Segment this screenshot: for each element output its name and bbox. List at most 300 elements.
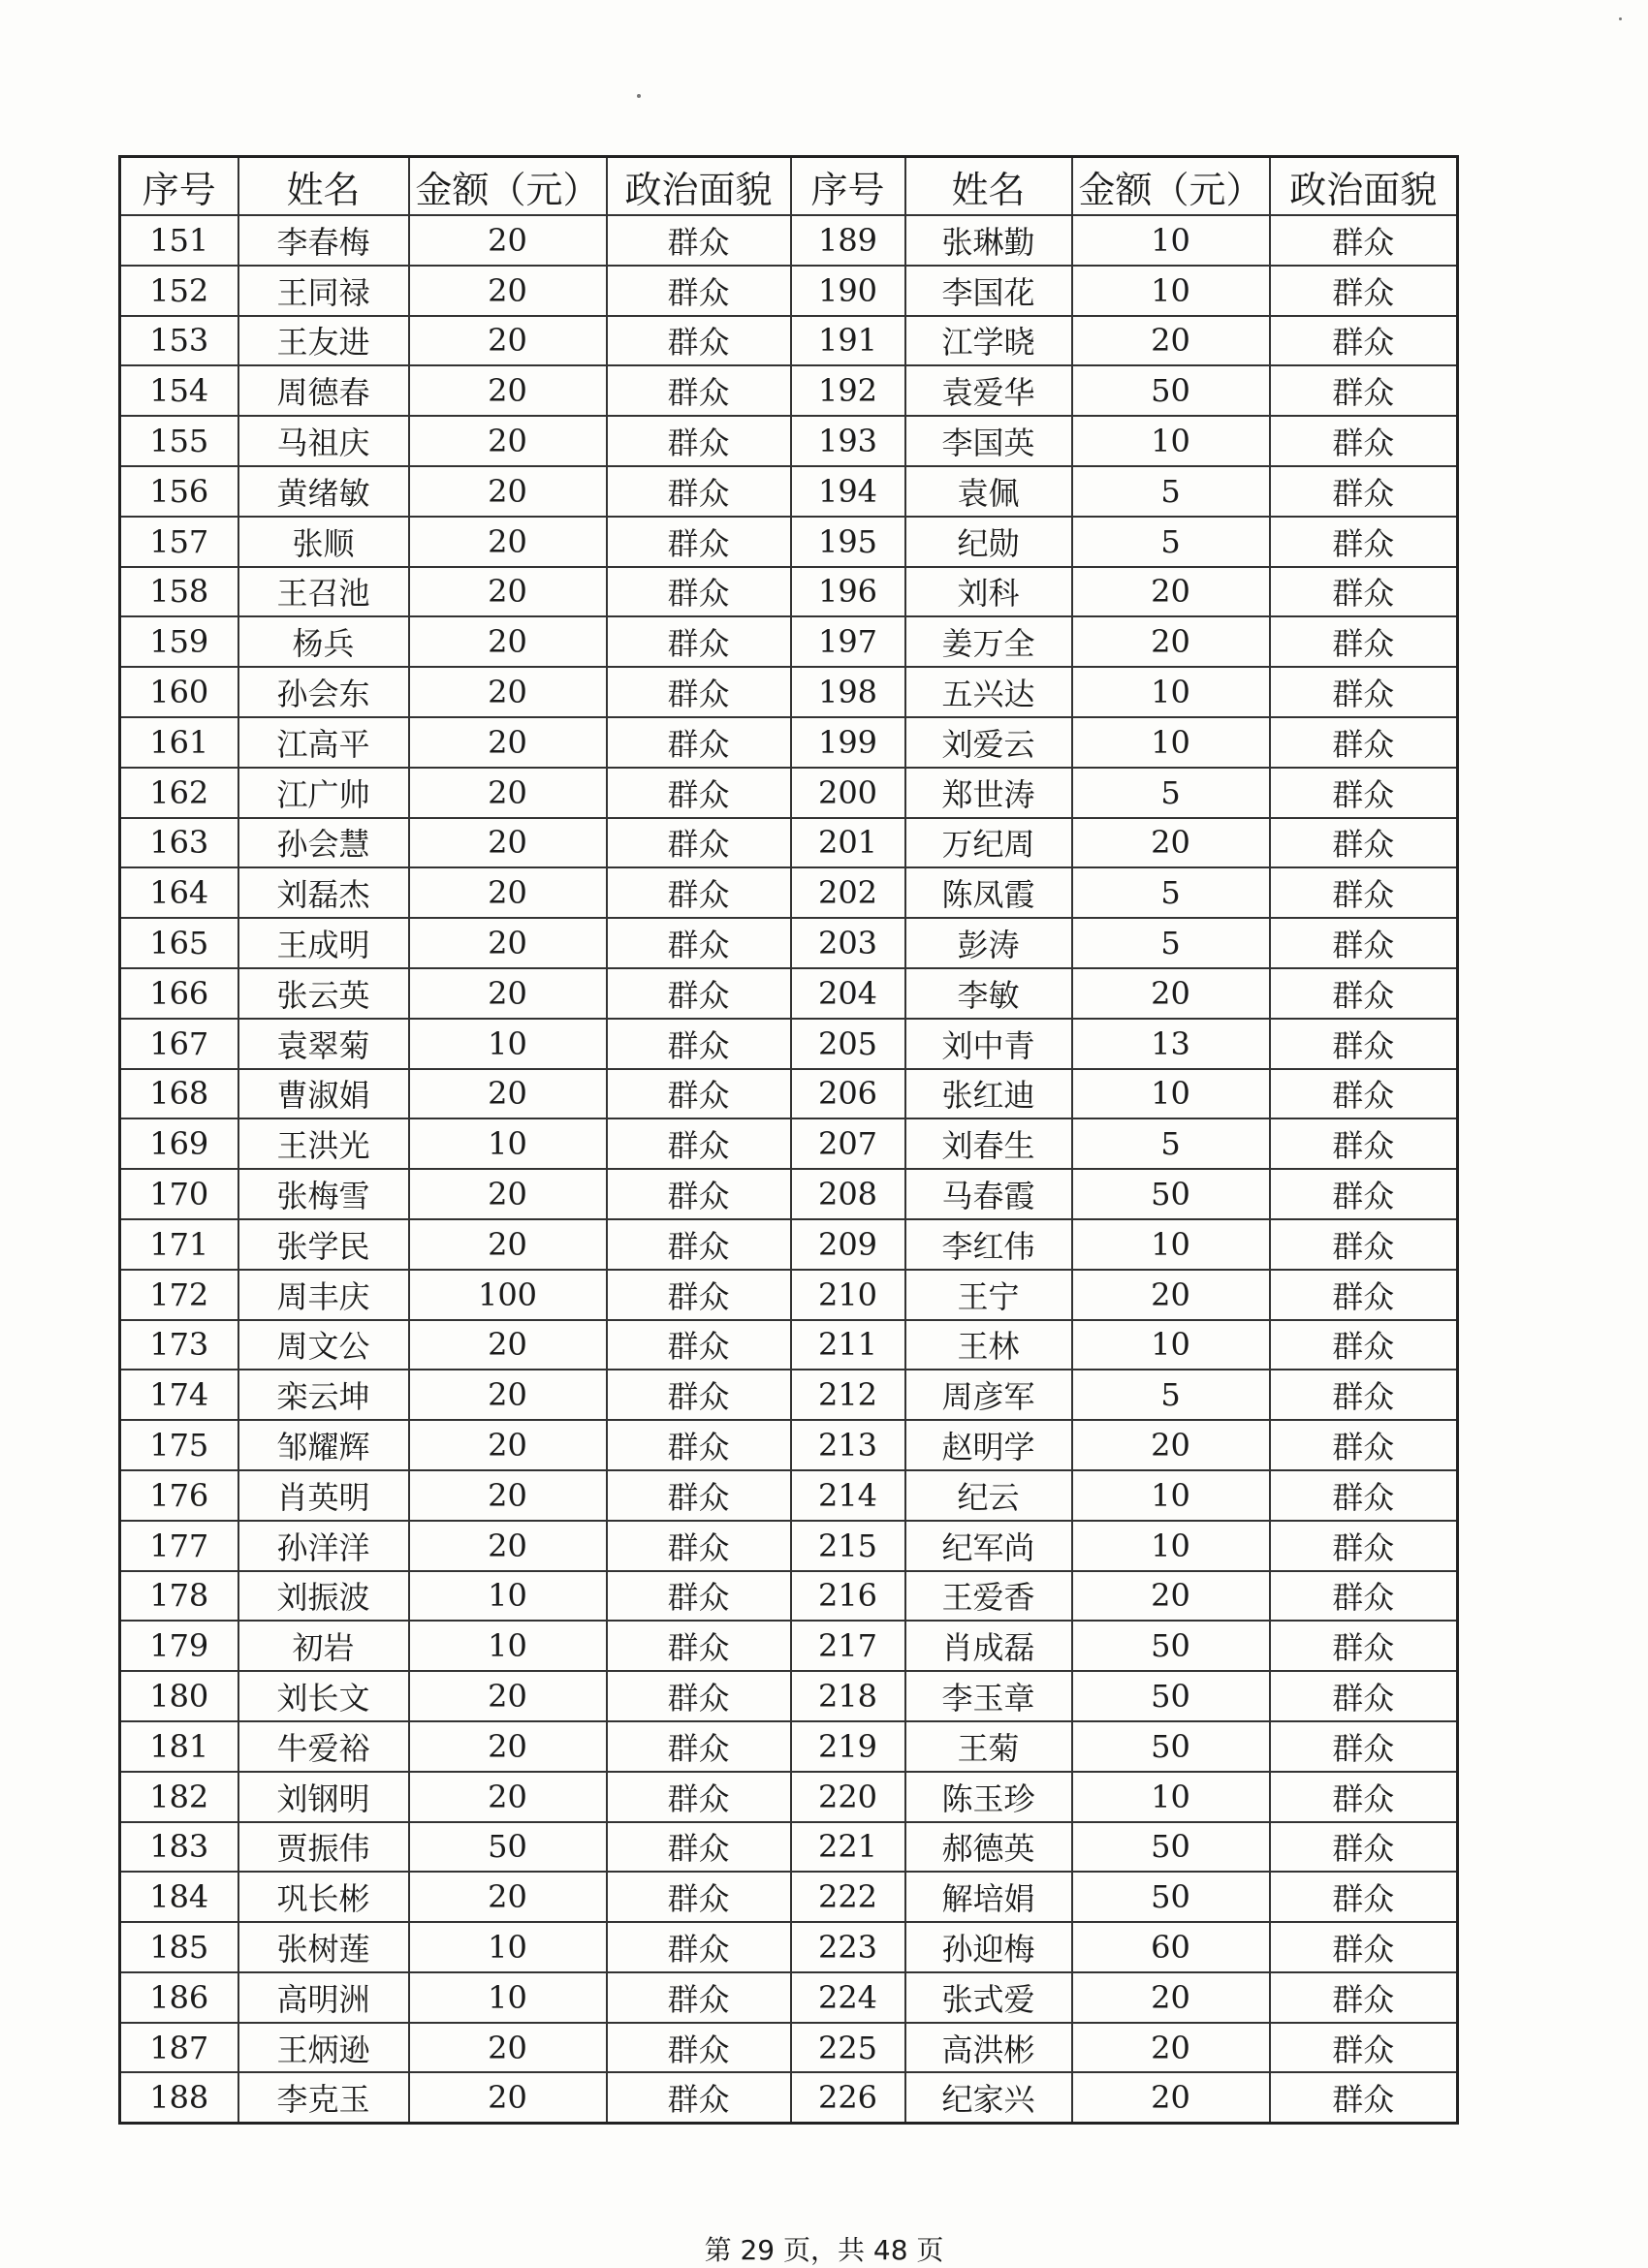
name-cell: 李敏 <box>905 968 1072 1019</box>
amount-cell: 10 <box>409 1118 607 1169</box>
political-status-cell: 群众 <box>607 1470 791 1521</box>
name-cell: 孙洋洋 <box>238 1521 409 1571</box>
serial-cell: 224 <box>791 1972 905 2023</box>
serial-cell: 197 <box>791 616 905 667</box>
name-cell: 江学晓 <box>905 316 1072 366</box>
serial-cell: 177 <box>120 1521 238 1571</box>
serial-cell: 213 <box>791 1420 905 1470</box>
amount-cell: 5 <box>1072 867 1270 918</box>
name-cell: 张梅雪 <box>238 1169 409 1219</box>
name-cell: 李玉章 <box>905 1671 1072 1721</box>
amount-cell: 20 <box>1072 818 1270 868</box>
serial-cell: 156 <box>120 466 238 517</box>
table-row <box>120 1069 1458 1119</box>
table-body <box>120 215 1458 2124</box>
name-cell: 江高平 <box>238 717 409 768</box>
header-amount-right: 金额（元） <box>1072 157 1270 216</box>
amount-cell: 20 <box>409 466 607 517</box>
political-status-cell: 群众 <box>1270 365 1458 416</box>
amount-cell: 10 <box>1072 717 1270 768</box>
name-cell: 肖英明 <box>238 1470 409 1521</box>
political-status-cell: 群众 <box>607 1118 791 1169</box>
amount-cell: 50 <box>1072 1872 1270 1922</box>
political-status-cell: 群众 <box>607 717 791 768</box>
political-status-cell: 群众 <box>1270 968 1458 1019</box>
amount-cell: 20 <box>1072 567 1270 617</box>
political-status-cell: 群众 <box>1270 1822 1458 1873</box>
name-cell: 刘春生 <box>905 1118 1072 1169</box>
political-status-cell: 群众 <box>1270 517 1458 567</box>
page-number: 第 29 页，共 48 页 <box>704 2234 944 2266</box>
name-cell: 马祖庆 <box>238 416 409 466</box>
political-status-cell: 群众 <box>607 1872 791 1922</box>
name-cell: 李克玉 <box>238 2072 409 2123</box>
serial-cell: 215 <box>791 1521 905 1571</box>
name-cell: 袁翠菊 <box>238 1019 409 1069</box>
amount-cell: 20 <box>409 567 607 617</box>
table-row <box>120 1721 1458 1772</box>
serial-cell: 206 <box>791 1069 905 1119</box>
table-row <box>120 1671 1458 1721</box>
serial-cell: 165 <box>120 918 238 968</box>
serial-cell: 175 <box>120 1420 238 1470</box>
serial-cell: 209 <box>791 1219 905 1270</box>
political-status-cell: 群众 <box>1270 1621 1458 1671</box>
political-status-cell: 群众 <box>607 1772 791 1822</box>
name-cell: 孙迎梅 <box>905 1922 1072 1972</box>
amount-cell: 20 <box>409 1370 607 1420</box>
name-cell: 王炳逊 <box>238 2023 409 2073</box>
amount-cell: 20 <box>409 768 607 818</box>
amount-cell: 20 <box>1072 2023 1270 2073</box>
political-status-cell: 群众 <box>1270 667 1458 717</box>
amount-cell: 20 <box>409 1470 607 1521</box>
table-row <box>120 416 1458 466</box>
amount-cell: 20 <box>1072 616 1270 667</box>
political-status-cell: 群众 <box>1270 1470 1458 1521</box>
amount-cell: 20 <box>1072 2072 1270 2123</box>
amount-cell: 20 <box>1072 1420 1270 1470</box>
political-status-cell: 群众 <box>607 768 791 818</box>
amount-cell: 5 <box>1072 517 1270 567</box>
name-cell: 邹耀辉 <box>238 1420 409 1470</box>
political-status-cell: 群众 <box>1270 1671 1458 1721</box>
serial-cell: 200 <box>791 768 905 818</box>
serial-cell: 161 <box>120 717 238 768</box>
amount-cell: 20 <box>1072 968 1270 1019</box>
name-cell: 张红迪 <box>905 1069 1072 1119</box>
serial-cell: 171 <box>120 1219 238 1270</box>
political-status-cell: 群众 <box>1270 1370 1458 1420</box>
amount-cell: 5 <box>1072 1370 1270 1420</box>
name-cell: 巩长彬 <box>238 1872 409 1922</box>
amount-cell: 20 <box>1072 1270 1270 1320</box>
name-cell: 刘科 <box>905 567 1072 617</box>
name-cell: 栾云坤 <box>238 1370 409 1420</box>
name-cell: 李国英 <box>905 416 1072 466</box>
political-status-cell: 群众 <box>607 1370 791 1420</box>
political-status-cell: 群众 <box>1270 1972 1458 2023</box>
serial-cell: 185 <box>120 1922 238 1972</box>
amount-cell: 5 <box>1072 1118 1270 1169</box>
table-row <box>120 1571 1458 1622</box>
serial-cell: 192 <box>791 365 905 416</box>
political-status-cell: 群众 <box>1270 1521 1458 1571</box>
political-status-cell: 群众 <box>1270 1772 1458 1822</box>
name-cell: 刘中青 <box>905 1019 1072 1069</box>
political-status-cell: 群众 <box>1270 1069 1458 1119</box>
amount-cell: 50 <box>1072 365 1270 416</box>
political-status-cell: 群众 <box>1270 1118 1458 1169</box>
amount-cell: 20 <box>409 1169 607 1219</box>
table-row <box>120 1922 1458 1972</box>
table-row <box>120 818 1458 868</box>
serial-cell: 208 <box>791 1169 905 1219</box>
table-row <box>120 567 1458 617</box>
amount-cell: 10 <box>409 1019 607 1069</box>
political-status-cell: 群众 <box>1270 918 1458 968</box>
amount-cell: 20 <box>1072 316 1270 366</box>
serial-cell: 180 <box>120 1671 238 1721</box>
table-row <box>120 918 1458 968</box>
table-row <box>120 1470 1458 1521</box>
serial-cell: 214 <box>791 1470 905 1521</box>
political-status-cell: 群众 <box>607 1069 791 1119</box>
political-status-cell: 群众 <box>1270 416 1458 466</box>
political-status-cell: 群众 <box>607 968 791 1019</box>
name-cell: 李红伟 <box>905 1219 1072 1270</box>
header-name-left: 姓名 <box>238 157 409 216</box>
serial-cell: 193 <box>791 416 905 466</box>
serial-cell: 203 <box>791 918 905 968</box>
amount-cell: 20 <box>409 1671 607 1721</box>
name-cell: 周德春 <box>238 365 409 416</box>
serial-cell: 210 <box>791 1270 905 1320</box>
name-cell: 赵明学 <box>905 1420 1072 1470</box>
name-cell: 高明洲 <box>238 1972 409 2023</box>
table-row <box>120 717 1458 768</box>
amount-cell: 50 <box>1072 1621 1270 1671</box>
name-cell: 彭涛 <box>905 918 1072 968</box>
name-cell: 张学民 <box>238 1219 409 1270</box>
serial-cell: 169 <box>120 1118 238 1169</box>
serial-cell: 221 <box>791 1822 905 1873</box>
name-cell: 张云英 <box>238 968 409 1019</box>
amount-cell: 20 <box>409 1069 607 1119</box>
amount-cell: 10 <box>1072 416 1270 466</box>
political-status-cell: 群众 <box>607 667 791 717</box>
political-status-cell: 群众 <box>607 215 791 266</box>
name-cell: 王同禄 <box>238 266 409 316</box>
serial-cell: 166 <box>120 968 238 1019</box>
name-cell: 初岩 <box>238 1621 409 1671</box>
name-cell: 袁爱华 <box>905 365 1072 416</box>
name-cell: 张树莲 <box>238 1922 409 1972</box>
amount-cell: 20 <box>409 416 607 466</box>
name-cell: 周文公 <box>238 1320 409 1370</box>
table-row <box>120 517 1458 567</box>
name-cell: 纪勋 <box>905 517 1072 567</box>
table-row <box>120 1019 1458 1069</box>
political-status-cell: 群众 <box>1270 2072 1458 2123</box>
table-row <box>120 616 1458 667</box>
serial-cell: 184 <box>120 1872 238 1922</box>
table-row <box>120 768 1458 818</box>
amount-cell: 50 <box>1072 1169 1270 1219</box>
serial-cell: 178 <box>120 1571 238 1622</box>
amount-cell: 10 <box>1072 1320 1270 1370</box>
political-status-cell: 群众 <box>1270 616 1458 667</box>
name-cell: 王洪光 <box>238 1118 409 1169</box>
political-status-cell: 群众 <box>1270 1270 1458 1320</box>
serial-cell: 207 <box>791 1118 905 1169</box>
political-status-cell: 群众 <box>1270 466 1458 517</box>
name-cell: 孙会东 <box>238 667 409 717</box>
political-status-cell: 群众 <box>1270 1721 1458 1772</box>
table-row <box>120 2072 1458 2123</box>
serial-cell: 153 <box>120 316 238 366</box>
political-status-cell: 群众 <box>1270 1420 1458 1470</box>
header-political-status-right: 政治面貌 <box>1270 157 1458 216</box>
amount-cell: 10 <box>1072 1470 1270 1521</box>
name-cell: 五兴达 <box>905 667 1072 717</box>
name-cell: 周彦军 <box>905 1370 1072 1420</box>
political-status-cell: 群众 <box>1270 717 1458 768</box>
political-status-cell: 群众 <box>607 567 791 617</box>
political-status-cell: 群众 <box>1270 2023 1458 2073</box>
amount-cell: 50 <box>1072 1671 1270 1721</box>
political-status-cell: 群众 <box>607 416 791 466</box>
political-status-cell: 群众 <box>607 1420 791 1470</box>
name-cell: 张琳勤 <box>905 215 1072 266</box>
political-status-cell: 群众 <box>607 1019 791 1069</box>
name-cell: 陈玉珍 <box>905 1772 1072 1822</box>
serial-cell: 162 <box>120 768 238 818</box>
political-status-cell: 群众 <box>607 818 791 868</box>
serial-cell: 216 <box>791 1571 905 1622</box>
table-row <box>120 1219 1458 1270</box>
amount-cell: 20 <box>409 1521 607 1571</box>
serial-cell: 183 <box>120 1822 238 1873</box>
table-row <box>120 365 1458 416</box>
table-row <box>120 466 1458 517</box>
amount-cell: 10 <box>1072 1219 1270 1270</box>
political-status-cell: 群众 <box>607 1671 791 1721</box>
name-cell: 王菊 <box>905 1721 1072 1772</box>
political-status-cell: 群众 <box>1270 867 1458 918</box>
name-cell: 杨兵 <box>238 616 409 667</box>
serial-cell: 196 <box>791 567 905 617</box>
serial-cell: 182 <box>120 1772 238 1822</box>
political-status-cell: 群众 <box>1270 215 1458 266</box>
serial-cell: 163 <box>120 818 238 868</box>
political-status-cell: 群众 <box>607 1521 791 1571</box>
name-cell: 纪云 <box>905 1470 1072 1521</box>
name-cell: 刘长文 <box>238 1671 409 1721</box>
name-cell: 姜万全 <box>905 616 1072 667</box>
amount-cell: 10 <box>409 1922 607 1972</box>
serial-cell: 170 <box>120 1169 238 1219</box>
political-status-cell: 群众 <box>607 517 791 567</box>
serial-cell: 226 <box>791 2072 905 2123</box>
amount-cell: 20 <box>409 667 607 717</box>
name-cell: 肖成磊 <box>905 1621 1072 1671</box>
political-status-cell: 群众 <box>607 616 791 667</box>
political-status-cell: 群众 <box>1270 818 1458 868</box>
serial-cell: 202 <box>791 867 905 918</box>
serial-cell: 195 <box>791 517 905 567</box>
political-status-cell: 群众 <box>607 2072 791 2123</box>
table-row <box>120 1521 1458 1571</box>
name-cell: 黄绪敏 <box>238 466 409 517</box>
amount-cell: 20 <box>409 1872 607 1922</box>
political-status-cell: 群众 <box>607 266 791 316</box>
amount-cell: 50 <box>409 1822 607 1873</box>
serial-cell: 188 <box>120 2072 238 2123</box>
name-cell: 王爱香 <box>905 1571 1072 1622</box>
amount-cell: 20 <box>409 1772 607 1822</box>
serial-cell: 217 <box>791 1621 905 1671</box>
amount-cell: 20 <box>409 215 607 266</box>
name-cell: 袁佩 <box>905 466 1072 517</box>
political-status-cell: 群众 <box>607 918 791 968</box>
scan-speck <box>637 94 641 98</box>
table-row <box>120 1772 1458 1822</box>
amount-cell: 10 <box>409 1571 607 1622</box>
name-cell: 陈凤霞 <box>905 867 1072 918</box>
name-cell: 刘磊杰 <box>238 867 409 918</box>
name-cell: 李国花 <box>905 266 1072 316</box>
serial-cell: 159 <box>120 616 238 667</box>
name-cell: 王友进 <box>238 316 409 366</box>
amount-cell: 10 <box>1072 215 1270 266</box>
serial-cell: 167 <box>120 1019 238 1069</box>
name-cell: 马春霞 <box>905 1169 1072 1219</box>
table-row <box>120 1972 1458 2023</box>
amount-cell: 20 <box>409 717 607 768</box>
amount-cell: 20 <box>409 918 607 968</box>
name-cell: 王林 <box>905 1320 1072 1370</box>
political-status-cell: 群众 <box>607 1972 791 2023</box>
serial-cell: 174 <box>120 1370 238 1420</box>
serial-cell: 151 <box>120 215 238 266</box>
amount-cell: 20 <box>1072 1972 1270 2023</box>
name-cell: 孙会慧 <box>238 818 409 868</box>
donation-table <box>118 155 1459 2125</box>
serial-cell: 187 <box>120 2023 238 2073</box>
political-status-cell: 群众 <box>607 1621 791 1671</box>
name-cell: 刘振波 <box>238 1571 409 1622</box>
amount-cell: 50 <box>1072 1822 1270 1873</box>
serial-cell: 186 <box>120 1972 238 2023</box>
serial-cell: 154 <box>120 365 238 416</box>
political-status-cell: 群众 <box>607 316 791 366</box>
name-cell: 万纪周 <box>905 818 1072 868</box>
serial-cell: 212 <box>791 1370 905 1420</box>
header-political-status-left: 政治面貌 <box>607 157 791 216</box>
serial-cell: 222 <box>791 1872 905 1922</box>
serial-cell: 155 <box>120 416 238 466</box>
serial-cell: 225 <box>791 2023 905 2073</box>
serial-cell: 189 <box>791 215 905 266</box>
serial-cell: 205 <box>791 1019 905 1069</box>
serial-cell: 152 <box>120 266 238 316</box>
name-cell: 纪家兴 <box>905 2072 1072 2123</box>
amount-cell: 20 <box>409 818 607 868</box>
political-status-cell: 群众 <box>607 1571 791 1622</box>
name-cell: 张顺 <box>238 517 409 567</box>
political-status-cell: 群众 <box>1270 1872 1458 1922</box>
serial-cell: 181 <box>120 1721 238 1772</box>
table-row <box>120 266 1458 316</box>
table-row <box>120 1822 1458 1873</box>
serial-cell: 190 <box>791 266 905 316</box>
table-row <box>120 1169 1458 1219</box>
name-cell: 李春梅 <box>238 215 409 266</box>
amount-cell: 60 <box>1072 1922 1270 1972</box>
political-status-cell: 群众 <box>607 1169 791 1219</box>
political-status-cell: 群众 <box>607 1721 791 1772</box>
name-cell: 牛爱裕 <box>238 1721 409 1772</box>
name-cell: 纪军尚 <box>905 1521 1072 1571</box>
amount-cell: 100 <box>409 1270 607 1320</box>
political-status-cell: 群众 <box>607 2023 791 2073</box>
name-cell: 王宁 <box>905 1270 1072 1320</box>
amount-cell: 20 <box>409 2023 607 2073</box>
table-row <box>120 1621 1458 1671</box>
table-row <box>120 1420 1458 1470</box>
political-status-cell: 群众 <box>1270 1922 1458 1972</box>
name-cell: 郝德英 <box>905 1822 1072 1873</box>
name-cell: 贾振伟 <box>238 1822 409 1873</box>
amount-cell: 20 <box>1072 1571 1270 1622</box>
serial-cell: 220 <box>791 1772 905 1822</box>
amount-cell: 20 <box>409 1721 607 1772</box>
serial-cell: 204 <box>791 968 905 1019</box>
name-cell: 王召池 <box>238 567 409 617</box>
political-status-cell: 群众 <box>607 1822 791 1873</box>
table-row <box>120 867 1458 918</box>
political-status-cell: 群众 <box>607 1270 791 1320</box>
name-cell: 刘爱云 <box>905 717 1072 768</box>
amount-cell: 20 <box>409 968 607 1019</box>
table-row <box>120 1118 1458 1169</box>
amount-cell: 10 <box>409 1972 607 2023</box>
political-status-cell: 群众 <box>1270 316 1458 366</box>
table-row <box>120 968 1458 1019</box>
serial-cell: 168 <box>120 1069 238 1119</box>
political-status-cell: 群众 <box>607 867 791 918</box>
serial-cell: 157 <box>120 517 238 567</box>
header-name-right: 姓名 <box>905 157 1072 216</box>
amount-cell: 5 <box>1072 466 1270 517</box>
political-status-cell: 群众 <box>1270 567 1458 617</box>
table-row <box>120 1370 1458 1420</box>
header-amount-left: 金额（元） <box>409 157 607 216</box>
political-status-cell: 群众 <box>1270 266 1458 316</box>
table-row <box>120 1872 1458 1922</box>
amount-cell: 20 <box>409 1320 607 1370</box>
political-status-cell: 群众 <box>1270 1019 1458 1069</box>
amount-cell: 10 <box>1072 1069 1270 1119</box>
name-cell: 郑世涛 <box>905 768 1072 818</box>
serial-cell: 179 <box>120 1621 238 1671</box>
serial-cell: 219 <box>791 1721 905 1772</box>
political-status-cell: 群众 <box>1270 1219 1458 1270</box>
political-status-cell: 群众 <box>1270 1169 1458 1219</box>
table-row <box>120 2023 1458 2073</box>
serial-cell: 172 <box>120 1270 238 1320</box>
